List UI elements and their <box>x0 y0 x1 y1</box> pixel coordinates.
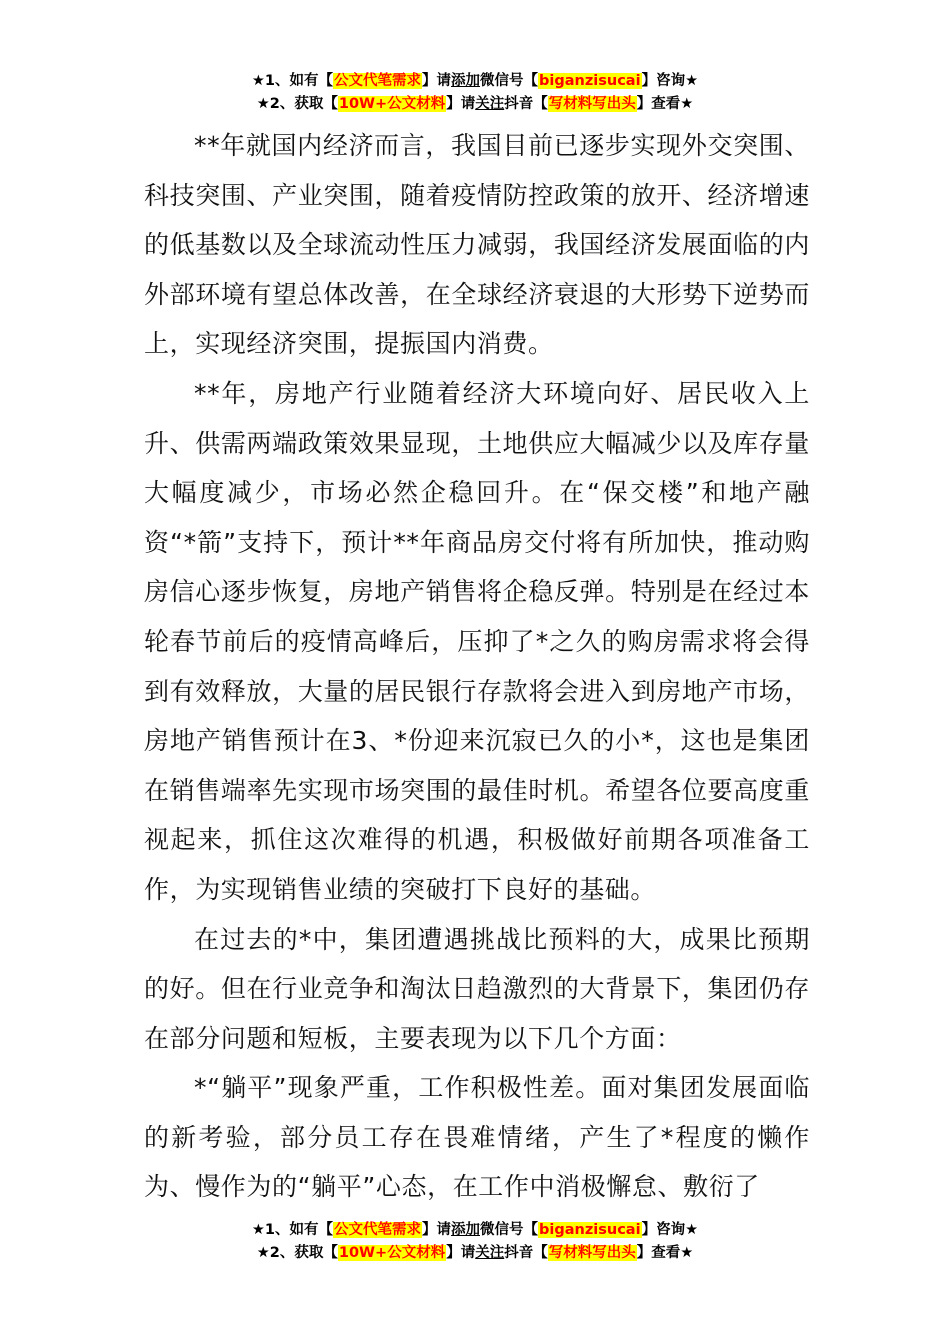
banner-text: 微信号【 <box>480 73 539 89</box>
paragraph: **年就国内经济而言，我国目前已逐步实现外交突围、科技突围、产业突围，随着疫情防控政策的放开、经济增速的低基数以及全球流动性压力减弱，我国经济发展面临的内外部环境有望总体改善，在全球经济衰退的大形势下逆势而上，实现经济突围，提振国内消费。 <box>144 131 810 359</box>
banner-text: 微信号【 <box>480 1222 539 1238</box>
footer-banner <box>0 1219 950 1265</box>
paragraph: 在过去的*中，集团遭遇挑战比预料的大，成果比预期的好。但在行业竞争和淘汰日趋激烈的大背景下，集团仍存在部分问题和短板，主要表现为以下几个方面： <box>144 924 810 1053</box>
paragraph: **年，房地产行业随着经济大环境向好、居民收入上升、供需两端政策效果显现，土地供应大幅减少以及库存量大幅度减少，市场必然企稳回升。在“保交楼”和地产融资“*箭”支持下，预计**年商品房交付将有所加快，推动购房信心逐步恢复，房地产销售将企稳反弹。特别是在经过本轮春节前后的疫情高峰后，压抑了*之久的购房需求将会得到有效释放，大量的居民银行存款将会进入到房地产市场，房地产销售预计在3、*份迎来沉寂已久的小*，这也是集团在销售端率先实现市场突围的最佳时机。希望各位要高度重视起来，抓住这次难得的机遇，积极做好前期各项准备工作，为实现销售业绩的突破打下良好的基础。 <box>144 378 810 904</box>
banner-underlined-text: 添加 <box>451 73 481 89</box>
banner-highlight: 写材料写出头 <box>548 1245 636 1261</box>
banner-text: 】请 <box>446 1245 476 1261</box>
banner-line-2 <box>0 1242 950 1265</box>
banner-text: ★2、获取【 <box>256 96 338 112</box>
banner-text: ★2、获取【 <box>256 1245 338 1261</box>
paragraph: *“躺平”现象严重，工作积极性差。面对集团发展面临的新考验，部分员工存在畏难情绪，产生了*程度的懒作为、慢作为的“躺平”心态，在工作中消极懈怠、敷衍了 <box>144 1073 810 1202</box>
banner-underlined-text: 关注 <box>475 1245 505 1261</box>
banner-text: 】查看★ <box>636 96 694 112</box>
banner-text: 】请 <box>446 96 476 112</box>
banner-text: 抖音【 <box>504 1245 548 1261</box>
banner-text: 】请 <box>422 73 452 89</box>
banner-highlight: 公文代笔需求 <box>334 1222 422 1238</box>
banner-text: 抖音【 <box>504 96 548 112</box>
banner-text: ★1、如有【 <box>251 73 334 89</box>
banner-highlight: 写材料写出头 <box>548 96 636 112</box>
banner-highlight: 公文代笔需求 <box>334 73 422 89</box>
banner-underlined-text: 关注 <box>475 96 505 112</box>
header-banner <box>0 70 950 116</box>
banner-line-1 <box>0 1219 950 1242</box>
banner-highlight: biganzisucai <box>539 1222 641 1238</box>
banner-underlined-text: 添加 <box>451 1222 481 1238</box>
banner-line-1 <box>0 70 950 93</box>
banner-highlight: 10W+公文材料 <box>338 96 446 112</box>
banner-text: ★1、如有【 <box>251 1222 334 1238</box>
banner-line-2 <box>0 93 950 116</box>
banner-text: 】查看★ <box>636 1245 694 1261</box>
banner-highlight: 10W+公文材料 <box>338 1245 446 1261</box>
document-body <box>144 121 810 1212</box>
banner-text: 】请 <box>422 1222 452 1238</box>
banner-text: 】咨询★ <box>641 1222 699 1238</box>
banner-text: 】咨询★ <box>641 73 699 89</box>
banner-highlight: biganzisucai <box>539 73 641 89</box>
